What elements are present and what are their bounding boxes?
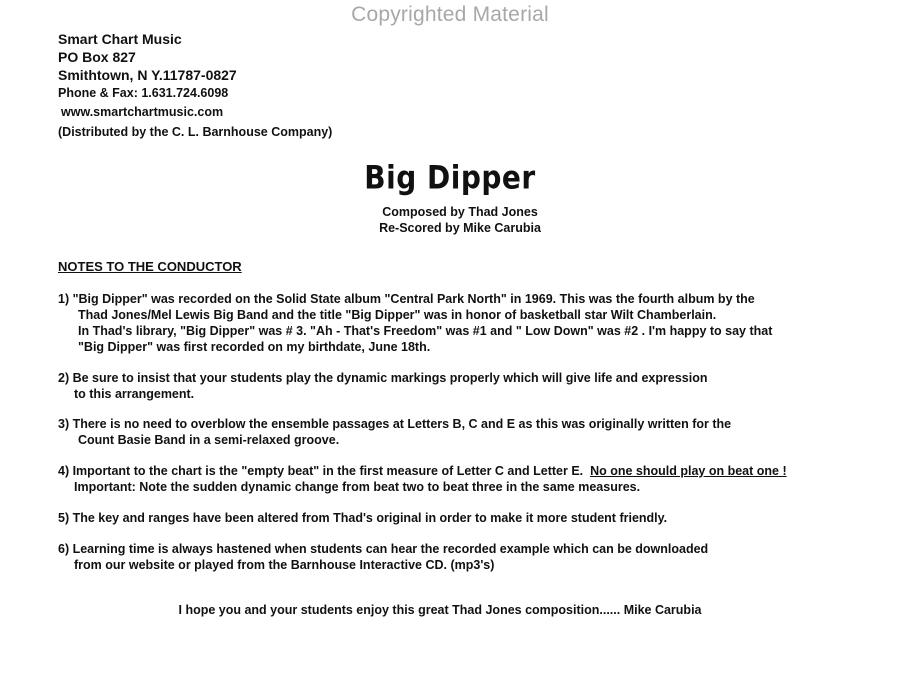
note-3 [58,416,731,448]
composer-credit: Composed by Thad Jones [382,205,538,219]
note-2 [58,370,707,402]
note-line: "Big Dipper" was first recorded on my birthdate, June 18th. [78,340,431,354]
publisher-block [58,30,332,142]
note-4-text: 4) Important to the chart is the "empty beat" in the first measure of Letter C and Letter E. [58,464,584,478]
publisher-distributor: (Distributed by the C. L. Barnhouse Company) [58,125,333,139]
note-6 [58,541,708,573]
note-line: Count Basie Band in a semi-relaxed groove. [78,433,340,447]
note-1 [58,291,772,355]
note-4 [58,463,787,495]
publisher-website: www.smartchartmusic.com [61,105,224,119]
publisher-phone: Phone & Fax: 1.631.724.6098 [58,86,229,100]
note-5 [58,510,667,526]
publisher-name: Smart Chart Music [58,31,182,47]
note-line: to this arrangement. [74,387,195,401]
note-line: 1) "Big Dipper" was recorded on the Solid State album "Central Park North" in 1969. This was the fourth album by the [58,292,755,306]
note-line: In Thad's library, "Big Dipper" was # 3. "Ah - That's Freedom" was #1 and " Low Down" was #2 . I'm happy to say that [78,324,773,338]
note-line: 2) Be sure to insist that your students play the dynamic markings properly which will give life and expression [58,371,708,385]
note-line: 6) Learning time is always hastened when students can hear the recorded example which can be downloaded [58,542,709,556]
publisher-city: Smithtown, N Y.11787-0827 [58,67,237,83]
note-line: 5) The key and ranges have been altered from Thad's original in order to make it more student friendly. [58,511,668,525]
copyright-watermark: Copyrighted Material [351,3,549,26]
note-line: 3) There is no need to overblow the ensemble passages at Letters B, C and E as this was originally written for the [58,417,732,431]
note-line [58,463,787,479]
page-title: Big Dipper [364,158,536,197]
note-4-emphasis: No one should play on beat one ! [590,464,787,478]
note-line: Thad Jones/Mel Lewis Big Band and the title "Big Dipper" was in honor of basketball star Wilt Chamberlain. [78,308,717,322]
note-line: from our website or played from the Barnhouse Interactive CD. (mp3's) [74,558,495,572]
credits-block [0,204,900,236]
notes-heading: NOTES TO THE CONDUCTOR [58,259,242,274]
closing-remark: I hope you and your students enjoy this great Thad Jones composition...... Mike Carubia [178,603,702,617]
arranger-credit: Re-Scored by Mike Carubia [379,221,541,235]
publisher-po-box: PO Box 827 [58,49,136,65]
note-line: Important: Note the sudden dynamic change from beat two to beat three in the same measures. [74,480,641,494]
